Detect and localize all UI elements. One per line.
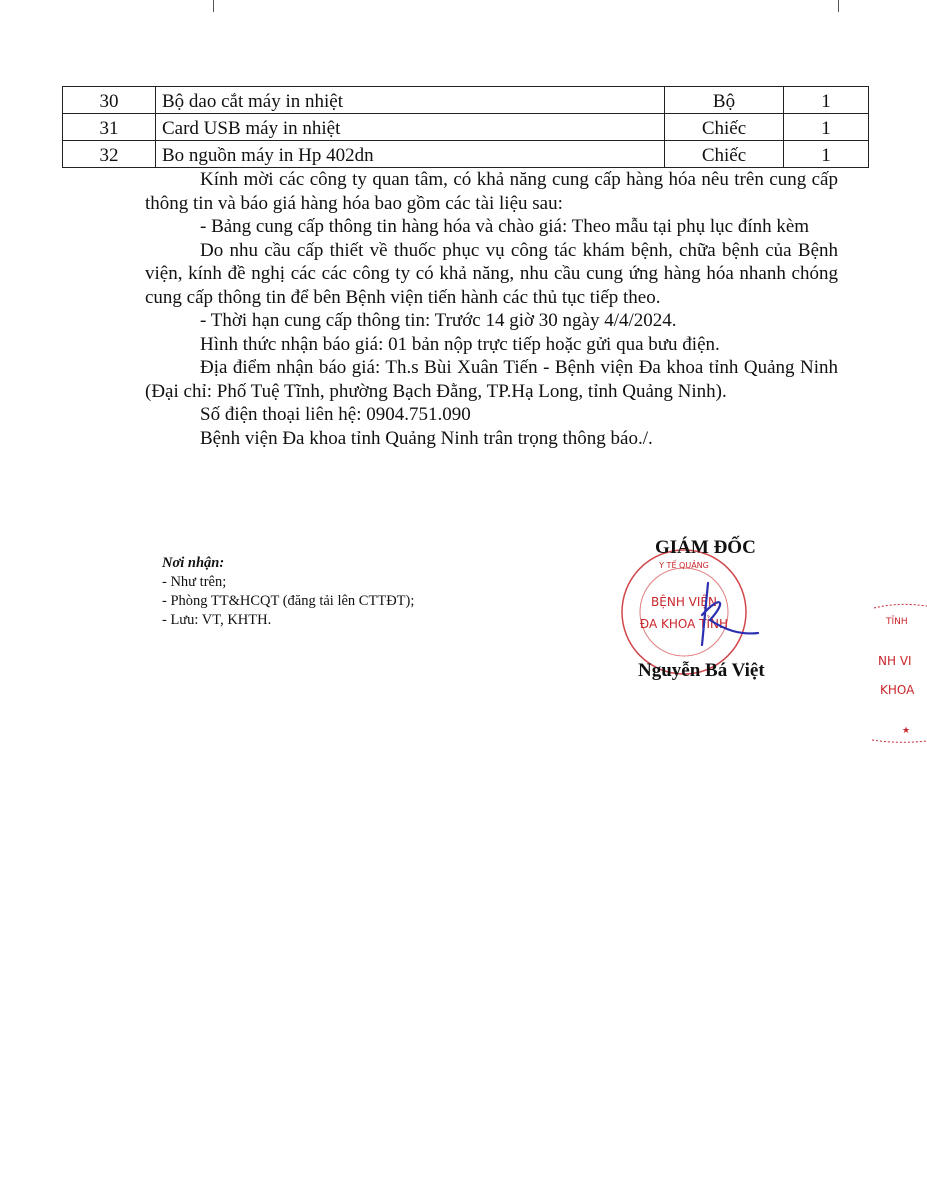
signer-name: Nguyễn Bá Việt [638, 660, 765, 681]
scan-mark [213, 0, 214, 12]
table-row [63, 87, 869, 114]
star-icon: ★ [902, 726, 911, 736]
item-unit: Bộ [665, 87, 784, 114]
seal-text-line1: BỆNH VIỆN [651, 595, 717, 609]
item-number: 31 [63, 114, 156, 141]
side-seal-text: TỈNH [886, 617, 908, 627]
item-number: 32 [63, 141, 156, 168]
item-name: Bộ dao cắt máy in nhiệt [156, 87, 665, 114]
body-paragraph: Kính mời các công ty quan tâm, có khả năng cung cấp hàng hóa nêu trên cung cấp thông tin và báo giá hàng hóa bao gồm các tài liệu sau: [145, 169, 838, 214]
body-paragraph: - Bảng cung cấp thông tin hàng hóa và chào giá: Theo mẫu tại phụ lục đính kèm [200, 216, 810, 237]
side-seal-text: KHOA [880, 683, 915, 697]
seal-arc-text: Y TẾ QUẢNG [659, 561, 709, 570]
body-paragraph: Địa điểm nhận báo giá: Th.s Bùi Xuân Tiến - Bệnh viện Đa khoa tỉnh Quảng Ninh (Đại chỉ: Phố Tuệ Tĩnh, phường Bạch Đằng, TP.Hạ Long, tỉnh Quảng Ninh). [145, 357, 838, 402]
item-unit: Chiếc [665, 114, 784, 141]
scan-mark [838, 0, 839, 12]
body-paragraph: Số điện thoại liên hệ: 0904.751.090 [200, 404, 471, 425]
side-seal-text: NH VI [878, 654, 912, 668]
seal-text-line2: ĐA KHOA TỈNH [639, 617, 729, 631]
recipient-line: - Như trên; [162, 574, 227, 590]
notice-body [145, 168, 838, 450]
handwritten-signature [680, 575, 760, 655]
body-paragraph: Bệnh viện Đa khoa tỉnh Quảng Ninh trân trọng thông báo./. [200, 427, 653, 449]
body-paragraph: Hình thức nhận báo giá: 01 bản nộp trực tiếp hoặc gửi qua bưu điện. [200, 333, 720, 355]
item-quantity: 1 [784, 114, 869, 141]
side-seal-fragment [868, 600, 927, 745]
recipient-line: - Lưu: VT, KHTH. [162, 612, 272, 628]
recipients-block [162, 554, 414, 630]
body-paragraph: Do nhu cầu cấp thiết về thuốc phục vụ công tác khám bệnh, chữa bệnh của Bệnh viện, kính đề nghị các các công ty có khả năng, nhu cầu cung ứng hàng hóa nhanh chóng cung cấp thông tin để bên Bệnh viện tiến hành các thủ tục tiếp theo. [145, 239, 838, 308]
item-quantity: 1 [784, 141, 869, 168]
item-unit: Chiếc [665, 141, 784, 168]
items-table [62, 86, 869, 168]
item-name: Card USB máy in nhiệt [156, 114, 665, 141]
recipient-line: - Phòng TT&HCQT (đăng tải lên CTTĐT); [162, 593, 415, 609]
item-number: 30 [63, 87, 156, 114]
body-paragraph: - Thời hạn cung cấp thông tin: Trước 14 giờ 30 ngày 4/4/2024. [200, 310, 677, 331]
item-name: Bo nguồn máy in Hp 402dn [156, 141, 665, 168]
table-row [63, 141, 869, 168]
signer-title: GIÁM ĐỐC [655, 537, 756, 558]
table-row [63, 114, 869, 141]
recipients-title: Nơi nhận: [162, 555, 225, 571]
item-quantity: 1 [784, 87, 869, 114]
